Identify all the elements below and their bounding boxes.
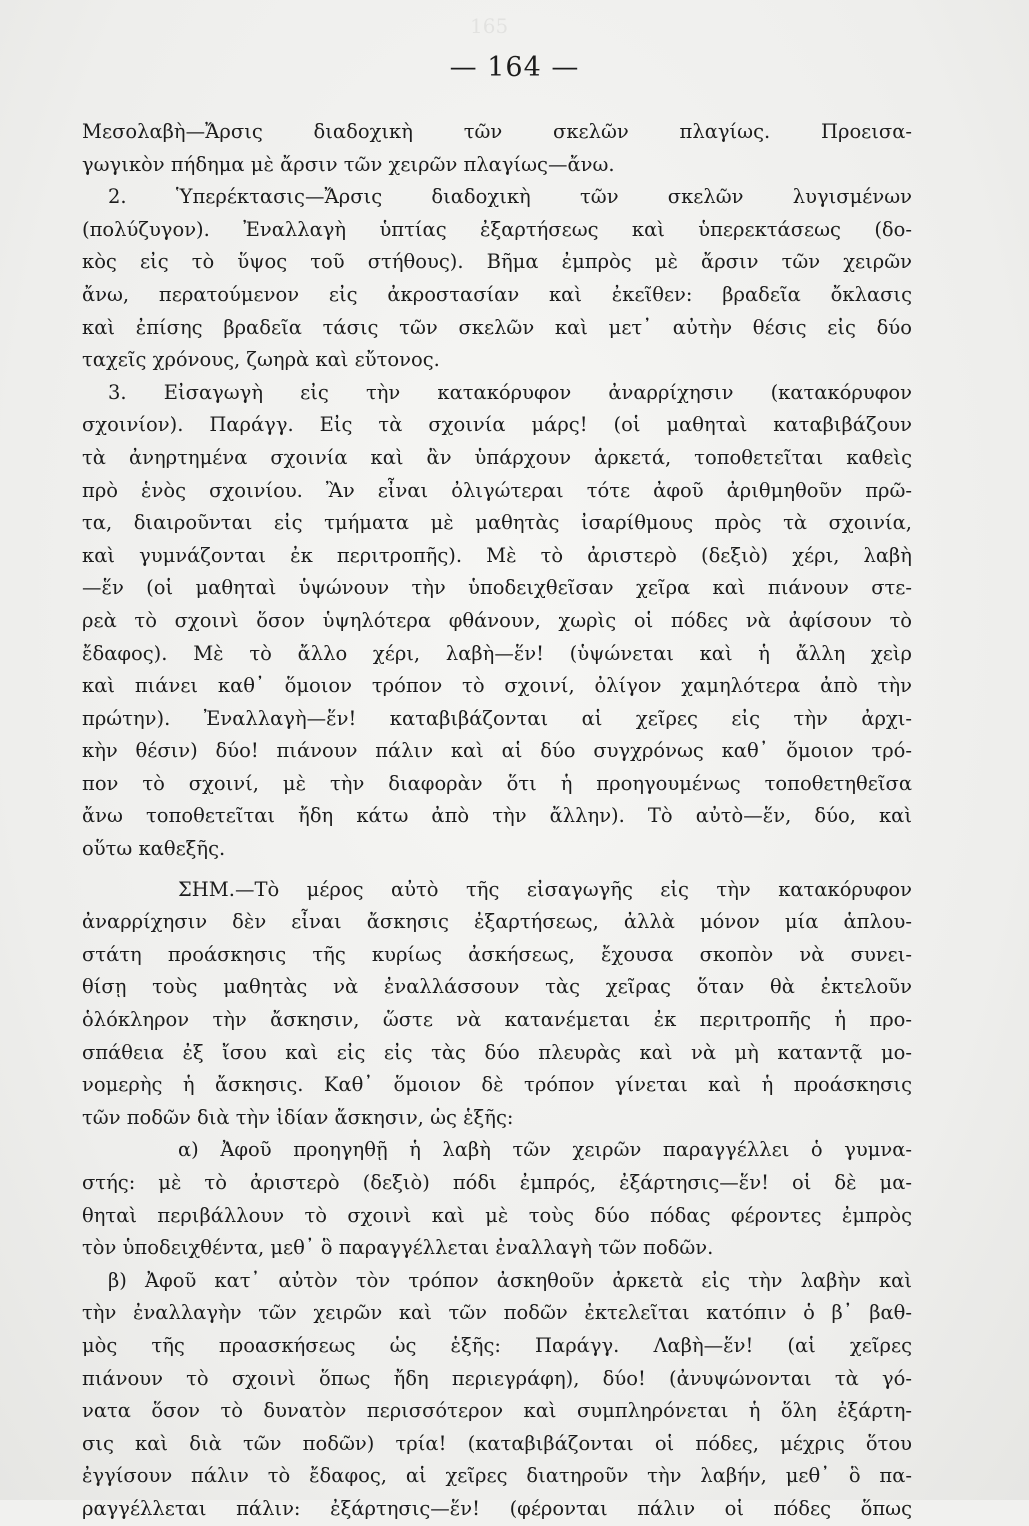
- text-line: θηταὶ περιβάλλουν τὸ σχοινὶ καὶ μὲ τοὺς δύο πόδας φέροντες ἐμπρὸς: [82, 1203, 912, 1227]
- text-line: τὰ ἀνηρτημένα σχοινία καὶ ἂν ὑπάρχουν ἀρκετά, τοποθετεῖται καθεὶς: [82, 445, 912, 469]
- paragraph-gap: [82, 866, 912, 874]
- text-line: σπάθεια ἐξ ἴσου καὶ εἰς εἰς τὰς δύο πλευρὰς καὶ νὰ μὴ καταντᾷ μο-: [82, 1040, 912, 1064]
- text-line: ταχεῖς χρόνους, ζωηρὰ καὶ εὔτονος.: [82, 348, 440, 372]
- text-line: οὕτω καθεξῆς.: [82, 837, 226, 861]
- text-line: 2. Ὑπερέκτασις—Ἄρσις διαδοχικὴ τῶν σκελῶν λυγισμένων: [108, 185, 912, 209]
- page-number: — 164 —: [449, 52, 580, 83]
- text-line: θίσῃ τοὺς μαθητὰς νὰ ἐναλλάσσουν τὰς χεῖρας ὅταν θὰ ἐκτελοῦν: [82, 975, 912, 999]
- text-line: ἄνω τοποθετεῖται ἤδη κάτω ἀπὸ τὴν ἄλλην). Τὸ αὐτὸ—ἕν, δύο, καὶ: [82, 804, 912, 828]
- text-line: ἔδαφος). Μὲ τὸ ἄλλο χέρι, λαβὴ—ἕν! (ὑψώνεται καὶ ἡ ἄλλη χεὶρ: [82, 641, 912, 665]
- text-line: ἐγγίσουν πάλιν τὸ ἔδαφος, αἱ χεῖρες διατηροῦν τὴν λαβήν, μεθ᾿ ὃ πα-: [82, 1464, 912, 1488]
- text-line: νομερὴς ἡ ἄσκησις. Καθ᾿ ὅμοιον δὲ τρόπον γίνεται καὶ ἡ προάσκησις: [82, 1073, 912, 1097]
- text-line: γωγικὸν πήδημα μὲ ἄρσιν τῶν χειρῶν πλαγίως—ἄνω.: [82, 152, 615, 176]
- text-line: τα, διαιροῦνται εἰς τμήματα μὲ μαθητὰς ἰσαρίθμους πρὸς τὰ σχοινία,: [82, 511, 912, 535]
- text-line: τῶν ποδῶν διὰ τὴν ἰδίαν ἄσκησιν, ὡς ἑξῆς:: [82, 1105, 514, 1129]
- text-line: καὶ γυμνάζονται ἐκ περιτροπῆς). Μὲ τὸ ἀριστερὸ (δεξιὸ) χέρι, λαβὴ: [82, 543, 912, 567]
- text-line: μὸς τῆς προασκήσεως ὡς ἑξῆς: Παράγγ. Λαβὴ—ἕν! (αἱ χεῖρες: [82, 1333, 912, 1357]
- text-line: 3. Εἰσαγωγὴ εἰς τὴν κατακόρυφον ἀναρρίχησιν (κατακόρυφον: [108, 380, 912, 404]
- text-line: καὶ πιάνει καθ᾿ ὅμοιον τρόπον τὸ σχοινί, ὀλίγον χαμηλότερα ἀπὸ τὴν: [82, 674, 912, 698]
- text-line: ρεὰ τὸ σχοινὶ ὅσον ὑψηλότερα φθάνουν, χωρὶς οἱ πόδες νὰ ἀφίσουν τὸ: [82, 608, 912, 632]
- text-line: σχοινίον). Παράγγ. Εἰς τὰ σχοινία μάρς! (οἱ μαθηταὶ καταβιβάζουν: [82, 413, 912, 437]
- text-line: (πολύζυγον). Ἐναλλαγὴ ὑπτίας ἐξαρτήσεως καὶ ὑπερεκτάσεως (δο-: [82, 217, 912, 241]
- text-line: πρώτην). Ἐναλλαγὴ—ἕν! καταβιβάζονται αἱ χεῖρες εἰς τὴν ἀρχι-: [82, 706, 912, 730]
- bleed-through-text: 165: [470, 14, 509, 38]
- text-line: καὶ ἐπίσης βραδεῖα τάσις τῶν σκελῶν καὶ μετ᾿ αὐτὴν θέσις εἰς δύο: [82, 315, 912, 339]
- text-line: στάτη προάσκησις τῆς κυρίως ἀσκήσεως, ἔχουσα σκοπὸν νὰ συνει-: [82, 942, 912, 966]
- text-line: ἀναρρίχησιν δὲν εἶναι ἄσκησις ἐξαρτήσεως, ἀλλὰ μόνον μία ἁπλου-: [82, 910, 912, 934]
- text-line: κὴν θέσιν) δύο! πιάνουν πάλιν καὶ αἱ δύο συγχρόνως καθ᾿ ὅμοιον τρό-: [82, 739, 912, 763]
- text-line: σις καὶ διὰ τῶν ποδῶν) τρία! (καταβιβάζονται οἱ πόδες, μέχρις ὅτου: [82, 1431, 912, 1455]
- text-line: ΣΗΜ.—Τὸ μέρος αὐτὸ τῆς εἰσαγωγῆς εἰς τὴν κατακόρυφον: [178, 877, 912, 901]
- text-line: ἄνω, περατούμενον εἰς ἀκροστασίαν καὶ ἐκεῖθεν: βραδεῖα ὄκλασις: [82, 282, 912, 306]
- text-line: β) Ἀφοῦ κατ᾿ αὐτὸν τὸν τρόπον ἀσκηθοῦν ἀρκετὰ εἰς τὴν λαβὴν καὶ: [108, 1268, 912, 1292]
- text-line: τὸν ὑποδειχθέντα, μεθ᾿ ὃ παραγγέλλεται ἐναλλαγὴ τῶν ποδῶν.: [82, 1236, 714, 1260]
- text-line: πρὸ ἑνὸς σχοινίου. Ἂν εἶναι ὀλιγώτεραι τότε ἀφοῦ ἀριθμηθοῦν πρῶ-: [82, 478, 912, 502]
- text-line: τὴν ἐναλλαγὴν τῶν χειρῶν καὶ τῶν ποδῶν ἐκτελεῖται κατόπιν ὁ β᾿ βαθ-: [82, 1301, 912, 1325]
- text-line: κὸς εἰς τὸ ὕψος τοῦ στήθους). Βῆμα ἐμπρὸς μὲ ἄρσιν τῶν χειρῶν: [82, 250, 912, 274]
- text-line: α) Ἀφοῦ προηγηθῇ ἡ λαβὴ τῶν χειρῶν παραγγέλλει ὁ γυμνα-: [178, 1138, 912, 1162]
- text-line: στής: μὲ τὸ ἀριστερὸ (δεξιὸ) πόδι ἐμπρός, ἐξάρτησις—ἕν! οἱ δὲ μα-: [82, 1171, 912, 1194]
- text-line: ὁλόκληρον τὴν ἄσκησιν, ὥστε νὰ κατανέμεται ἐκ περιτροπῆς ἡ προ-: [82, 1008, 912, 1032]
- text-line: Μεσολαβὴ—Ἄρσις διαδοχικὴ τῶν σκελῶν πλαγίως. Προεισα-: [82, 120, 912, 143]
- body-text: [82, 116, 912, 1526]
- text-line: πιάνουν τὸ σχοινὶ ὅπως ἤδη περιεγράφη), δύο! (ἀνυψώνονται τὰ γό-: [82, 1366, 912, 1390]
- text-line: ραγγέλλεται πάλιν: ἐξάρτησις—ἕν! (φέρονται πάλιν οἱ πόδες ὅπως: [82, 1496, 912, 1520]
- text-line: πον τὸ σχοινί, μὲ τὴν διαφορὰν ὅτι ἡ προηγουμένως τοποθετηθεῖσα: [82, 771, 912, 795]
- text-line: —ἕν (οἱ μαθηταὶ ὑψώνουν τὴν ὑποδειχθεῖσαν χεῖρα καὶ πιάνουν στε-: [82, 576, 912, 600]
- text-line: νατα ὅσον τὸ δυνατὸν περισσότερον καὶ συμπληρόνεται ἡ ὅλη ἐξάρτη-: [82, 1399, 912, 1423]
